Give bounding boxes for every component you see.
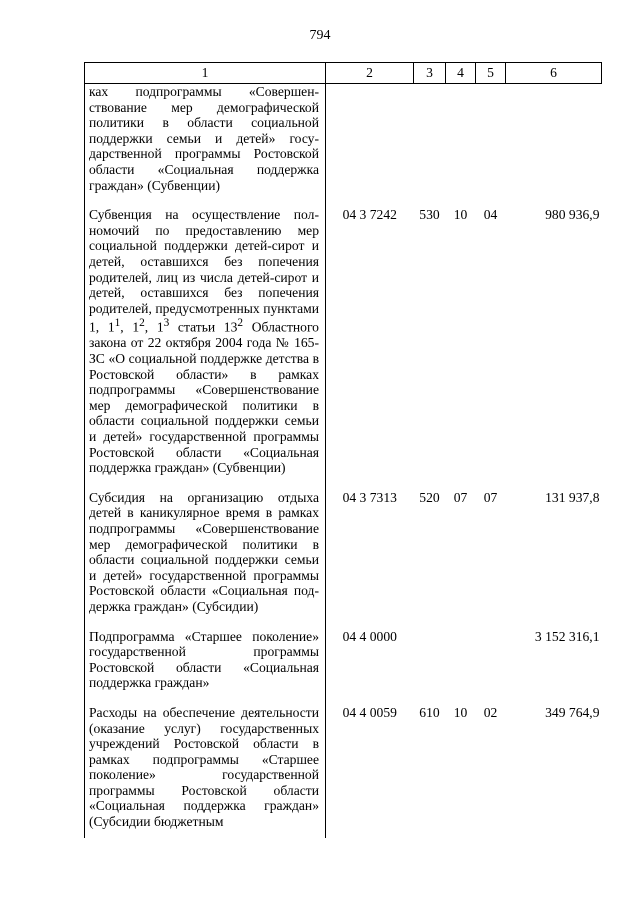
row-code: 04 4 0059 [326,699,414,838]
row-description: Подпрограмма «Старшее поколение» государственной программы Ростовской области «Социальная поддержка граждан» [85,623,326,699]
desc-part: , 1 [144,319,164,335]
row-col3: 610 [419,704,440,720]
table-row [85,201,602,484]
row-col5: 02 [483,704,498,720]
row-col5: 07 [483,489,498,505]
row-amount: 349 764,9 [545,704,600,720]
row-code: 04 3 7242 [326,201,414,484]
row-col5 [476,623,506,699]
budget-table [84,62,602,838]
row-col4 [446,84,476,202]
row-col3: 530 [419,207,440,223]
superscript: 2 [139,317,145,330]
desc-part: Областного закона от 22 октября 2004 года № 165-ЗС «О социальной поддержке детства в Ростовской области» в рамках подпрограммы «Совершенствование мер демографической политики в области социальной поддержки семьи и детей» государственной программы Ростовской области «Социальная поддержка граждан» (Субвенции) [89,319,319,476]
row-code: 04 3 7313 [326,484,414,623]
row-description: Расходы на обеспечение деятельности (оказание услуг) государственных учреждений Ростовской области в рамках подпрограммы «Старшее поколение» государственной программы Ростовской области «Социальная поддержка граждан» (Субсидии бюджетным [85,699,326,838]
row-code [326,84,414,202]
superscript: 2 [237,317,244,330]
table-row [85,84,602,202]
column-header-2: 2 [326,63,414,84]
row-amount: 3 152 316,1 [534,628,600,644]
page-number: 794 [309,28,331,43]
row-col4: 10 [453,704,468,720]
column-header-5: 5 [476,63,506,84]
column-header-4: 4 [446,63,476,84]
table-row [85,484,602,623]
desc-part: , 1 [120,319,140,335]
column-header-1: 1 [85,63,326,84]
row-col4 [446,623,476,699]
row-description [85,201,326,484]
column-header-3: 3 [414,63,446,84]
row-col5 [476,84,506,202]
row-description: ках подпрограммы «Совершенствование мер демографической политики в области социальной поддержки семьи и детей» государственной программы Ростовской области «Социальная поддержка граждан» (Субвенции) [85,84,326,202]
row-col5: 04 [483,207,498,223]
desc-part: Субвенция на осуществление полномочий по предоставлению мер социальной поддержки детей-сирот и детей, оставшихся без попечения родителей, лиц из числа детей-сирот и детей, оставшихся без попечения родителей, предусмотренных пунктами 1, 1 [89,207,319,335]
row-amount [506,84,602,202]
table-row [85,623,602,699]
desc-part: статьи 13 [169,319,238,335]
row-col3: 520 [419,489,440,505]
row-description: Субсидия на организацию отдыха детей в каникулярное время в рамках подпрограммы «Совершенствование мер демографической политики в области социальной поддержки семьи и детей» государственной программы Ростовской области «Социальная поддержка граждан» (Субсидии) [85,484,326,623]
row-amount: 980 936,9 [545,207,600,223]
row-col4: 07 [453,489,468,505]
row-col3 [414,623,446,699]
row-col4: 10 [453,207,468,223]
header-row [85,63,602,84]
row-code: 04 4 0000 [326,623,414,699]
row-amount: 131 937,8 [545,489,600,505]
column-header-6: 6 [506,63,602,84]
superscript: 3 [163,317,170,330]
row-col3 [414,84,446,202]
superscript: 1 [114,317,121,330]
table-row [85,699,602,838]
